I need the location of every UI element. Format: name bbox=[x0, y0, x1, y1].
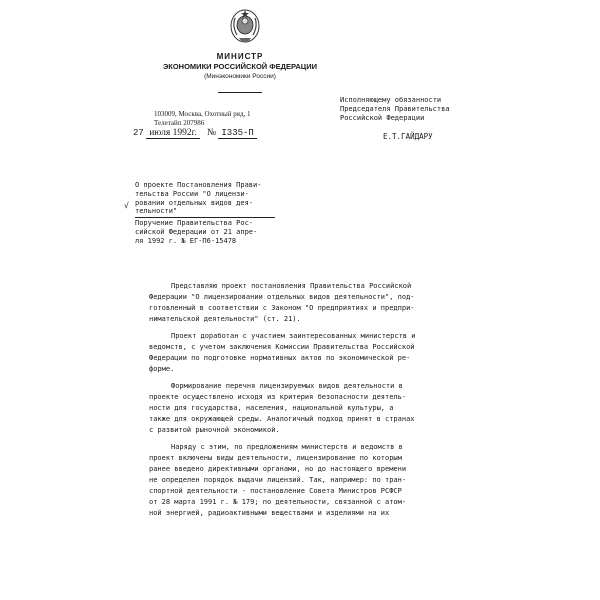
body-line: готовленный в соответствии с Законом "О предприятиях и предпри- bbox=[149, 304, 415, 312]
subject-line: тельности" bbox=[135, 207, 178, 216]
subject-divider bbox=[135, 217, 275, 218]
coat-of-arms-icon bbox=[229, 8, 261, 44]
body-line: Формирование перечня лицензируемых видов деятельности в bbox=[171, 382, 403, 390]
date-day: 27 bbox=[133, 128, 144, 138]
address-line: 103009, Москва, Охотный ряд, 1 bbox=[154, 110, 251, 118]
number-sign: № bbox=[206, 128, 217, 138]
ministry-short-name: (Минэкономики России) bbox=[204, 73, 276, 80]
reference-line: Поручение Правительства Рос- bbox=[135, 219, 254, 228]
letter-body bbox=[149, 281, 489, 525]
body-line: ной энергией, радиоактивными веществами и изделиями на их bbox=[149, 509, 390, 517]
body-line: проект включены виды деятельности, лицензирование по которым bbox=[149, 454, 402, 462]
body-line: не определен порядок выдачи лицензий. Так, например: по тран- bbox=[149, 476, 407, 484]
body-line: спортной деятельности - постановление Совета Министров РСФСР bbox=[149, 487, 402, 495]
body-line: нимательской деятельности" (ст. 21). bbox=[149, 315, 301, 323]
ministry-title: МИНИСТР bbox=[216, 52, 264, 61]
body-line: с развитой рыночной экономикой. bbox=[149, 426, 280, 434]
body-line: Федерации по подготовке нормативных актов по экономической ре- bbox=[149, 354, 411, 362]
reference-line: ля 1992 г. № ЕГ-П6-15478 bbox=[135, 236, 237, 245]
body-line: форме. bbox=[149, 365, 175, 373]
body-line: от 28 марта 1991 г. № 179; по деятельности, связанной с атом- bbox=[149, 498, 407, 506]
reference-line: сийской Федерации от 21 апре- bbox=[135, 227, 258, 236]
body-line: Наряду с этим, по предложениям министерств и ведомств в bbox=[171, 443, 403, 451]
addressee-name: Е.Т.ГАЙДАРУ bbox=[383, 132, 433, 141]
body-paragraph bbox=[149, 281, 489, 325]
body-line: проекте осуществлено исходя из критерия безопасности деятель- bbox=[149, 393, 407, 401]
subject-block bbox=[135, 181, 275, 246]
body-line: ведомств, с учетом заключения Комиссии Правительства Российской bbox=[149, 343, 415, 351]
recipient-line: Председателя Правительства bbox=[340, 105, 450, 113]
document-number: I335-П bbox=[218, 128, 256, 139]
body-line: Представляю проект постановления Правительства Российской bbox=[171, 282, 412, 290]
recipient-line: Российской Федерации bbox=[340, 114, 425, 122]
body-paragraph bbox=[149, 381, 489, 436]
body-line: Федерации "О лицензировании отдельных видов деятельности", под- bbox=[149, 293, 415, 301]
body-line: Проект доработан с участием заинтересованных министерств и bbox=[171, 332, 416, 340]
subject-line: ровании отдельных видов дея- bbox=[135, 198, 254, 207]
check-mark-icon: √ bbox=[124, 201, 129, 210]
teletype-line: Телетайп 207986 bbox=[154, 119, 205, 127]
dateline bbox=[133, 128, 257, 138]
body-paragraph bbox=[149, 331, 489, 375]
body-line: ности для государства, населения, национальной культуры, а bbox=[149, 404, 394, 412]
subject-line: О проекте Постановления Прави- bbox=[135, 181, 262, 189]
body-line: также для окружающей среды. Аналогичный подход принят в странах bbox=[149, 415, 415, 423]
ministry-name: ЭКОНОМИКИ РОССИЙСКОЙ ФЕДЕРАЦИИ bbox=[162, 62, 318, 71]
ministry-header bbox=[140, 52, 340, 80]
body-paragraph bbox=[149, 442, 489, 519]
ministry-address bbox=[154, 110, 251, 128]
header-divider bbox=[218, 92, 262, 93]
body-line: ранее введено директивными органами, но до настоящего времени bbox=[149, 465, 407, 473]
recipient-line: Исполняющему обязанности bbox=[340, 96, 442, 104]
date-month-year: июля 1992г. bbox=[146, 128, 200, 139]
recipient-block bbox=[340, 96, 450, 123]
subject-line: тельства России "О лицензи- bbox=[135, 189, 249, 198]
